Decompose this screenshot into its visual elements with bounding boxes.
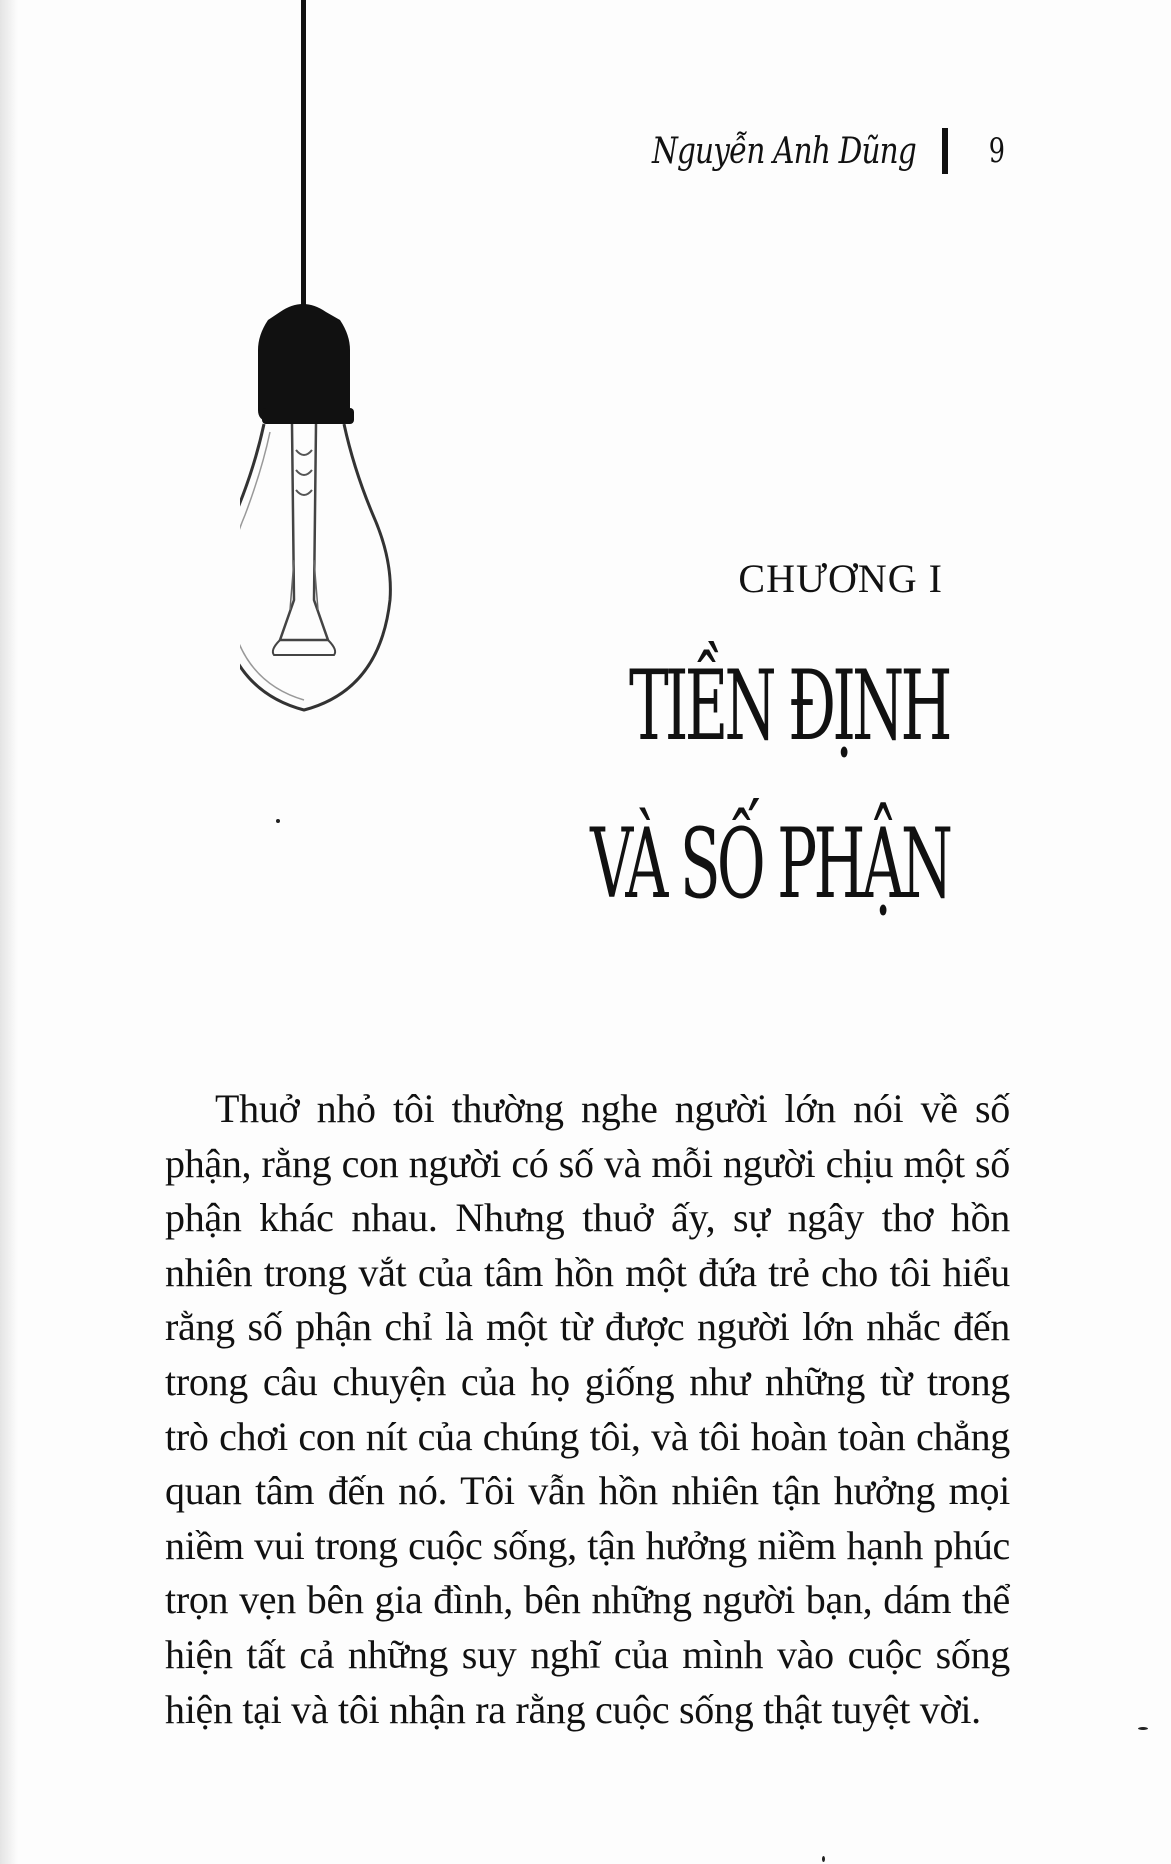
chapter-label: CHƯƠNG I xyxy=(738,556,943,601)
author-name: Nguyễn Anh Dũng xyxy=(652,130,917,172)
header-divider xyxy=(942,128,948,174)
light-bulb-icon xyxy=(240,0,500,760)
chapter-title-line-2: VÀ SỐ PHẬN xyxy=(589,808,949,920)
chapter-title-line-1: TIỀN ĐỊNH xyxy=(629,650,949,762)
page-number: 9 xyxy=(989,131,1006,171)
running-header xyxy=(594,128,1008,174)
body-paragraph: Thuở nhỏ tôi thường nghe người lớn nói về số phận, rằng con người có số và mỗi người chịu một số phận khác nhau. Nhưng thuở ấy, sự ngây thơ hồn nhiên trong vắt của tâm hồn một đứa trẻ cho tôi hiểu rằng số phận chỉ là một từ được người lớn nhắc đến trong câu chuyện của họ giống như những từ trong trò chơi con nít của chúng tôi, và tôi hoàn toàn chẳng quan tâm đến nó. Tôi vẫn hồn nhiên tận hưởng mọi niềm vui trong cuộc sống, tận hưởng niềm hạnh phúc trọn vẹn bên gia đình, bên những người bạn, dám thể hiện tất cả những suy nghĩ của mình vào cuộc sống hiện tại và tôi nhận ra rằng cuộc sống thật tuyệt vời. xyxy=(165,1086,1010,1732)
scan-speck xyxy=(276,819,280,823)
scan-speck xyxy=(822,1856,825,1862)
scan-speck xyxy=(1138,1727,1148,1730)
